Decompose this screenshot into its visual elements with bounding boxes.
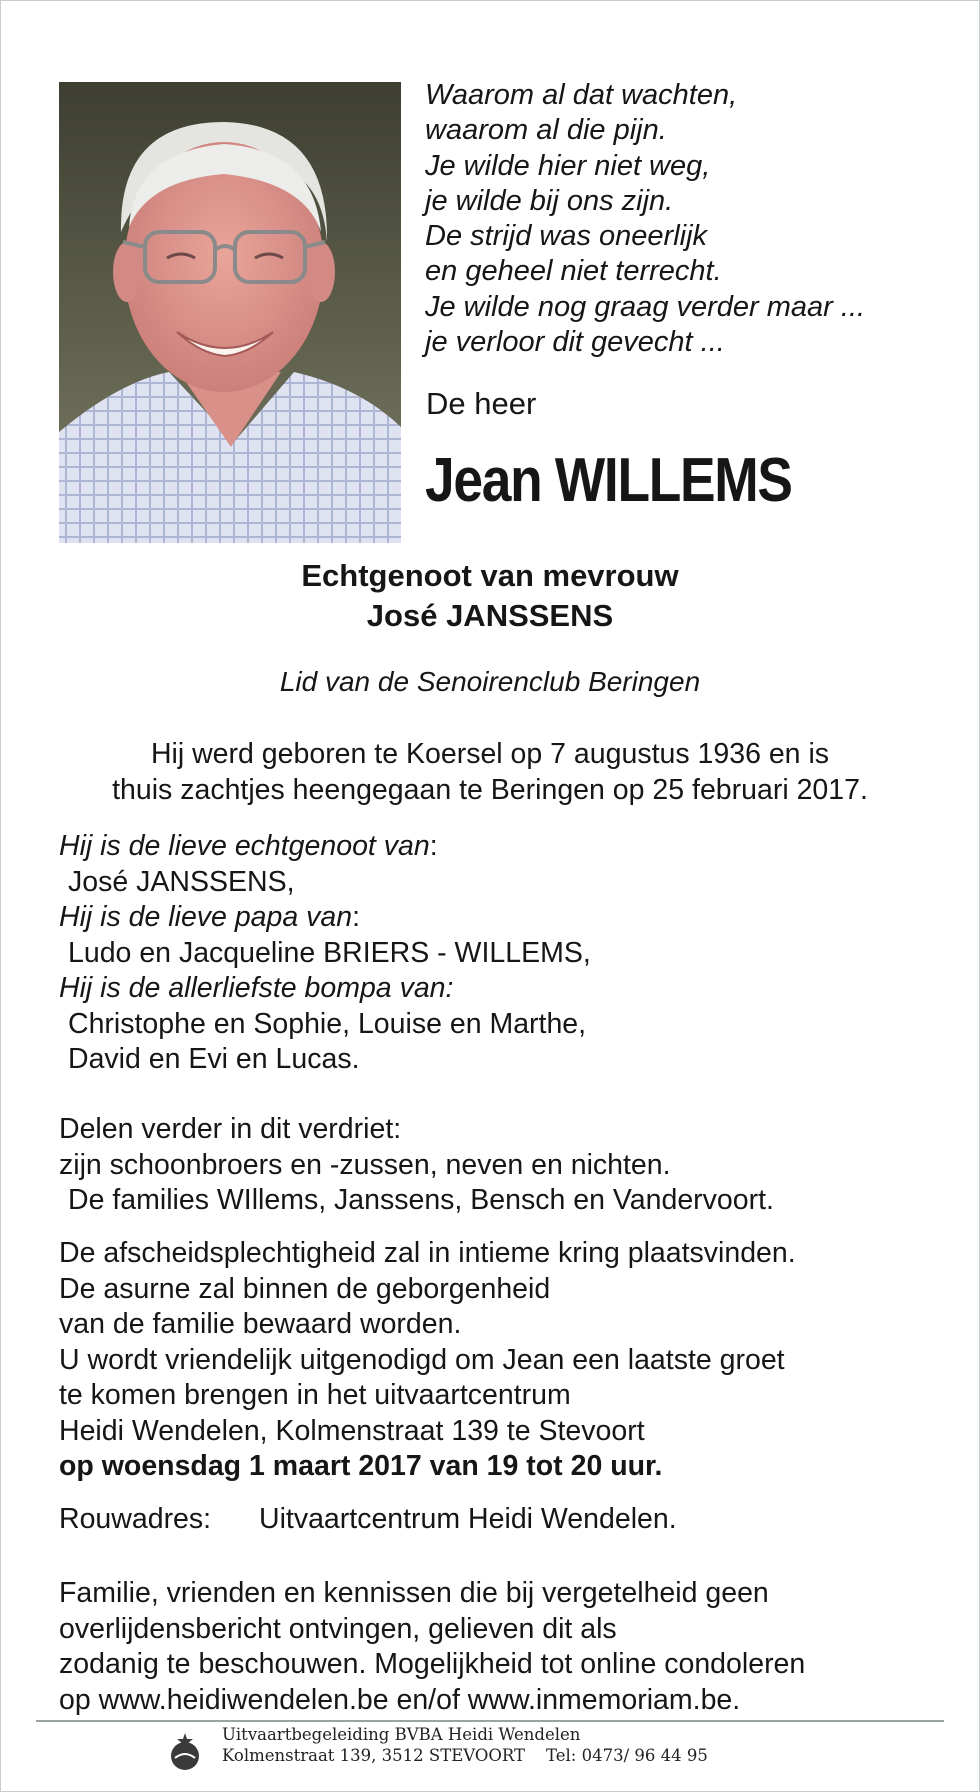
poem-line: Je wilde hier niet weg, xyxy=(425,149,711,182)
mourning-address-label: Rouwadres: xyxy=(59,1503,212,1535)
poem xyxy=(425,78,945,360)
sharing-line: De families WIllems, Janssens, Bensch en Vandervoort. xyxy=(68,1184,774,1216)
ceremony-info xyxy=(59,1236,959,1485)
funeral-home-logo-icon xyxy=(165,1728,205,1774)
deceased-name: Jean WILLEMS xyxy=(425,446,792,515)
footer-address: Kolmenstraat 139, 3512 STEVOORT Tel: 0473/ 96 44 95 xyxy=(222,1746,708,1765)
condolence-info xyxy=(59,1576,959,1718)
club-membership: Lid van de Senoirenclub Beringen xyxy=(279,666,701,697)
spouse-heading-name: José JANSSENS xyxy=(366,598,614,633)
family-children-label xyxy=(59,900,959,936)
family-grandchildren-label: Hij is de allerliefste bompa van: xyxy=(59,972,454,1004)
poem-line: je verloor dit gevecht ... xyxy=(425,326,725,359)
sharing-line: zijn schoonbroers en -zussen, neven en nichten. xyxy=(59,1148,671,1181)
spouse-heading xyxy=(0,556,980,636)
birth-line: Hij werd geboren te Koersel op 7 augustus 1936 en is xyxy=(150,738,830,770)
poem-line: en geheel niet terrecht. xyxy=(425,255,722,288)
mourning-address-value: Uitvaartcentrum Heidi Wendelen. xyxy=(259,1503,677,1535)
poem-line: De strijd was oneerlijk xyxy=(425,220,708,253)
family-grandchildren: David en Evi en Lucas. xyxy=(68,1043,360,1075)
family-children-label-colon: : xyxy=(352,901,361,933)
family-list xyxy=(59,829,959,1078)
death-line: thuis zachtjes heengegaan te Beringen op 25 februari 2017. xyxy=(112,774,868,806)
family-spouse-label-text: Hij is de lieve echtgenoot van xyxy=(59,830,430,862)
portrait-photo xyxy=(59,82,401,543)
ceremony-line: Heidi Wendelen, Kolmenstraat 139 te Stevoort xyxy=(59,1414,645,1447)
sharing-grief xyxy=(59,1112,959,1219)
mourning-address xyxy=(59,1502,959,1538)
footer-company: Uitvaartbegeleiding BVBA Heidi Wendelen xyxy=(222,1725,581,1744)
family-spouse-label-colon: : xyxy=(429,830,438,862)
ceremony-line: U wordt vriendelijk uitgenodigd om Jean een laatste groet xyxy=(59,1343,785,1376)
condolence-line: op www.heidiwendelen.be en/of www.inmemoriam.be. xyxy=(59,1683,741,1716)
spouse-heading-line: Echtgenoot van mevrouw xyxy=(301,558,679,593)
ceremony-line: De afscheidsplechtigheid zal in intieme kring plaatsvinden. xyxy=(59,1237,796,1269)
family-children-label-text: Hij is de lieve papa van xyxy=(59,901,353,933)
honorific: De heer xyxy=(426,386,537,421)
condolence-line: overlijdensbericht ontvingen, gelieven dit als xyxy=(59,1612,617,1645)
family-spouse-label xyxy=(59,829,959,865)
footer-funeral-home xyxy=(222,1724,708,1766)
ceremony-line: van de familie bewaard worden. xyxy=(59,1308,462,1340)
family-spouse: José JANSSENS, xyxy=(68,865,295,898)
birth-death-notice xyxy=(0,736,980,808)
poem-line: waarom al die pijn. xyxy=(425,114,667,147)
sharing-line: Delen verder in dit verdriet: xyxy=(59,1113,402,1145)
ceremony-line: te komen brengen in het uitvaartcentrum xyxy=(59,1379,571,1411)
footer-divider xyxy=(36,1720,944,1722)
condolence-line: zodanig te beschouwen. Mogelijkheid tot online condoleren xyxy=(59,1648,806,1680)
condolence-line: Familie, vrienden en kennissen die bij vergetelheid geen xyxy=(59,1577,769,1609)
family-children: Ludo en Jacqueline BRIERS - WILLEMS, xyxy=(68,936,591,969)
poem-line: je wilde bij ons zijn. xyxy=(425,184,674,217)
ceremony-line: De asurne zal binnen de geborgenheid xyxy=(59,1272,551,1305)
poem-line: Je wilde nog graag verder maar ... xyxy=(425,290,866,323)
family-grandchildren: Christophe en Sophie, Louise en Marthe, xyxy=(68,1007,587,1040)
ceremony-date: op woensdag 1 maart 2017 van 19 tot 20 uur. xyxy=(59,1450,663,1482)
poem-line: Waarom al dat wachten, xyxy=(425,79,738,111)
